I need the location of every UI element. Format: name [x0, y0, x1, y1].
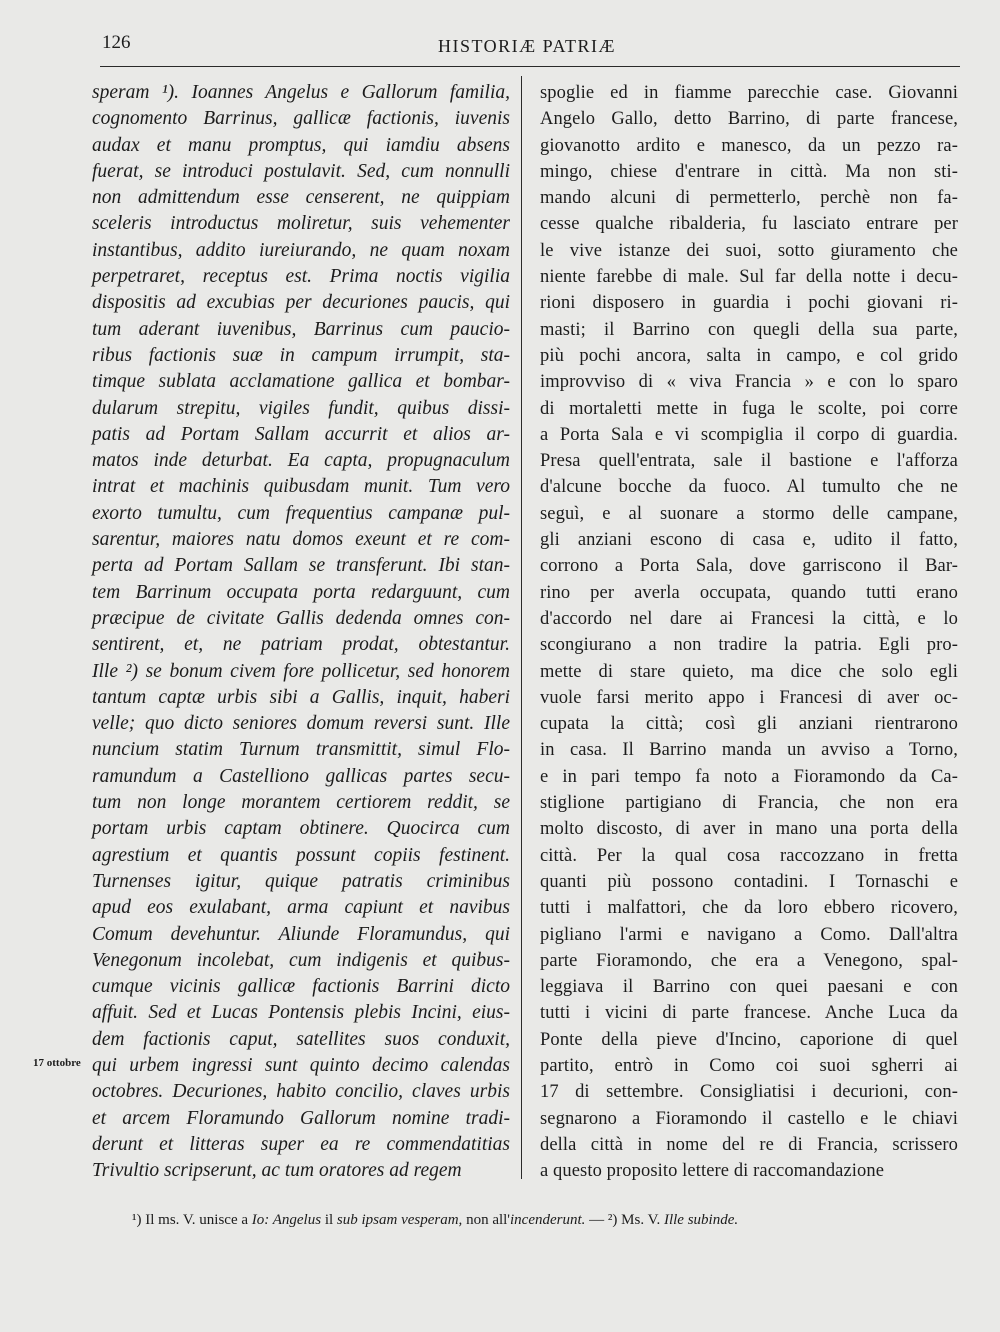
italian-text-line: della città in nome del re di Francia, scrissero [540, 1134, 958, 1155]
italian-text-line: corrono a Porta Sala, dove garriscono il Bar- [540, 556, 958, 577]
italian-text-line: a Porta Sala e vi scompiglia il corpo di guardia. [540, 424, 958, 445]
italian-text-line: leggiava il Barrino con quei paesani e con [540, 977, 958, 998]
latin-text-line: Turnenses igitur, quique patratis criminibus [92, 870, 510, 892]
latin-text-line: cumque vicinis gallicæ factionis Barrini dicto [92, 976, 510, 998]
italian-text-line: le vive istanze dei suoi, sotto giuramento che [540, 240, 958, 261]
latin-text-line: matos inde deturbat. Ea capta, propugnaculum [92, 450, 510, 472]
latin-text-line: Trivultio scripserunt, ac tum oratores ad regem [92, 1160, 462, 1182]
latin-text-line: qui urbem ingressi sunt quinto decimo calendas [92, 1054, 510, 1076]
italian-text-line: mingo, chiese d'entrare in città. Ma non sti- [540, 161, 958, 182]
latin-text-line: et arcem Floramundo Gallorum nomine tradi- [92, 1107, 510, 1129]
italian-text-line: seguì, e al suonare a stormo delle campane, [540, 503, 958, 524]
footnotes [132, 1212, 932, 1229]
latin-text-line: derunt et litteras super ea re commendatitias [92, 1133, 510, 1155]
latin-text-line: dem factionis caput, satellites suos conduxit, [92, 1028, 510, 1050]
latin-text-line: instantibus, addito iureiurando, ne quam noxam [92, 239, 510, 261]
latin-text-line: dispositis ad excubias per decuriones paucis, qui [92, 292, 510, 314]
italian-text-line: a questo proposito lettere di raccomandazione [540, 1161, 885, 1182]
latin-text-line: affuit. Sed et Lucas Pontensis plebis Incini, eius- [92, 1002, 510, 1024]
italian-text-line: masti; il Barrino con quegli della sua parte, [540, 319, 958, 340]
latin-text-line: sentirent, et, ne patriam prodat, obtestantur. [92, 634, 510, 656]
latin-text-line: audax et manu promptus, qui iamdiu absens [92, 134, 510, 156]
latin-text-line: tantum captæ urbis sibi a Gallis, inquit, haberi [92, 686, 510, 708]
footnote-1-text-c: non all' [466, 1212, 511, 1228]
italian-text-line: vuole farsi merito appo i Francesi di aver oc- [540, 687, 958, 708]
italian-text-line: tutti i malfattori, che da loro ebbero ricovero, [540, 898, 958, 919]
footnote-1-ref: Io: Angelus [251, 1212, 322, 1228]
italian-text-line: improvviso di « viva Francia » e con lo sparo [540, 372, 958, 393]
italian-text-line: gli anziani escono di casa e, udito il fatto, [540, 530, 958, 551]
latin-text-line: ramundum a Castelliono gallicas partes secu- [92, 765, 510, 787]
italian-text-line: stiglione partigiano di Francia, che non era [540, 793, 958, 814]
footnote-1-word: incenderunt. [510, 1212, 586, 1228]
latin-text-line: timque sublata acclamatione gallica et bombar- [92, 371, 510, 393]
italian-text-line: città. Per la qual cosa raccozzano in fretta [540, 845, 958, 866]
latin-text-line: patis ad Portam Sallam accurrit et alios ar- [92, 423, 510, 445]
italian-text-line: niente farebbe di male. Sul far della notte i decu- [540, 267, 958, 288]
italian-text-line: partito, entrò in Como coi suoi sgherri ai [540, 1055, 958, 1076]
italian-text-line: Ponte della pieve d'Incino, caporione di quel [540, 1029, 958, 1050]
italian-text-line: giovanotto ardito e manesco, da un pezzo ra- [540, 135, 958, 156]
italian-text-line: mette di stare quieto, ma dice che solo egli [540, 661, 958, 682]
latin-text-line: non admittendum esse censerent, ne quippiam [92, 187, 510, 209]
latin-text-line: octobres. Decuriones, habito concilio, claves urbis [92, 1081, 510, 1103]
latin-text-line: præcipue de civitate Gallis dedenda omnes con- [92, 607, 510, 629]
italian-text-line: più pochi ancora, salta in campo, e col grido [540, 345, 958, 366]
italian-text-line: segnarono a Fioramondo il castello e le chiavi [540, 1108, 958, 1129]
italian-text-line: cupata la città; così gli anziani rientrarono [540, 714, 958, 735]
italian-text-line: tutti i vicini di parte francese. Anche Luca da [540, 1003, 958, 1024]
latin-text-line: ribus factionis suæ in campum irrumpit, sta- [92, 344, 510, 366]
italian-text-line: e in pari tempo fa noto a Fioramondo da Ca- [540, 766, 958, 787]
footnote-2-text: Ille subinde. [663, 1212, 739, 1228]
latin-text-line: Comum devehuntur. Aliunde Floramundus, qui [92, 923, 510, 945]
italian-text-line: di mortaletti mette in fuga le scolte, poi corre [540, 398, 958, 419]
latin-text-line: cognomento Barrinus, gallicæ factionis, iuvenis [92, 108, 510, 130]
italian-text-line: pigliano l'armi e navigano a Como. Dall'altra [540, 924, 958, 945]
latin-text-line: speram ¹). Ioannes Angelus e Gallorum familia, [92, 82, 510, 103]
italian-text-line: 17 di settembre. Consigliatisi i decurioni, con- [540, 1082, 958, 1103]
latin-text-line: intrat et machinis quibusdam munit. Tum vero [92, 476, 510, 498]
latin-text-line: tum aderant iuvenibus, Barrinus cum paucio- [92, 318, 510, 340]
latin-text-line: tem Barrinum occupata porta redarguunt, cum [92, 581, 510, 603]
latin-text-line: fuerat, se introduci postulavit. Sed, cum nonnulli [92, 160, 510, 182]
latin-text-line: sceleris introductus moliretur, suis vehementer [92, 213, 510, 235]
italian-column [540, 80, 958, 1184]
footnote-1-quote: sub ipsam vesperam, [336, 1212, 463, 1228]
italian-text-line: parte Fioramondo, che era a Venegono, spal- [540, 950, 958, 971]
italian-text-line: d'alcune bocche da fuoco. Al tumulto che ne [540, 477, 958, 498]
latin-text-line: apud eos exulabant, arma capiunt et navibus [92, 897, 510, 919]
latin-text-line: dularum strepitu, vigiles fundit, quibus dissi- [92, 397, 510, 419]
page-number: 126 [102, 32, 131, 53]
footnote-1-text-b: il [324, 1212, 334, 1228]
latin-text-line: velle; quo dicto seniores domum reversi sunt. Ille [92, 713, 510, 735]
italian-text-line: scongiurano a non tradire la patria. Egli pro- [540, 635, 958, 656]
header-rule [100, 66, 960, 67]
italian-text-line: mando alcuni di permetterlo, perchè non fa- [540, 188, 958, 209]
italian-text-line: in casa. Il Barrino manda un avviso a Torno, [540, 740, 958, 761]
margin-note: 17 ottobre [33, 1057, 81, 1069]
latin-text-line: Ille ²) se bonum civem fore pollicetur, sed honorem [92, 660, 510, 682]
italian-text-line: Presa quell'entrata, sale il bastione e l'afforza [540, 451, 958, 472]
italian-text-line: cesse qualche ribalderia, fu lasciato entrare per [540, 214, 958, 235]
latin-text-line: Venegonum incolebat, cum indigenis et quibus- [92, 949, 510, 971]
latin-text-line: exorto tumultu, cum frequentius campanæ pul- [92, 502, 510, 524]
italian-text-line: d'accordo nel dare ai Francesi la città, e lo [540, 608, 958, 629]
latin-column [92, 80, 510, 1184]
italian-text-line: spoglie ed in fiamme parecchie case. Giovanni [540, 83, 958, 103]
column-divider [521, 76, 522, 1179]
latin-text-line: nuncium statim Turnum transmittit, simul Flo- [92, 739, 510, 761]
italian-text-line: quanti più possono contadini. I Tornaschi e [540, 871, 958, 892]
running-head: HISTORIÆ PATRIÆ [438, 36, 617, 56]
italian-text-line: rino per averla occupata, quando tutti erano [540, 582, 958, 603]
latin-text-line: perta ad Portam Sallam se transferunt. Ibi stan- [92, 555, 510, 577]
latin-text-line: portam urbis captam obtinere. Quocirca cum [92, 818, 510, 840]
footnote-1-text: ¹) Il ms. V. unisce a [132, 1212, 249, 1228]
italian-text-line: molto discosto, di aver in mano una porta della [540, 819, 958, 840]
latin-text-line: agrestium et quantis possunt copiis festinent. [92, 844, 510, 866]
latin-text-line: tum non longe morantem certiorem reddit, se [92, 792, 510, 814]
italian-text-line: rioni disposero in guardia i pochi giovani ri- [540, 293, 958, 314]
footnote-2-label: — ²) Ms. V. [589, 1212, 661, 1228]
latin-text-line: perpetraret, receptus est. Prima noctis vigilia [92, 266, 510, 288]
italian-text-line: Angelo Gallo, detto Barrino, di parte francese, [540, 109, 958, 130]
latin-text-line: sarentur, maiores natu domos exeunt et re com- [92, 529, 510, 551]
